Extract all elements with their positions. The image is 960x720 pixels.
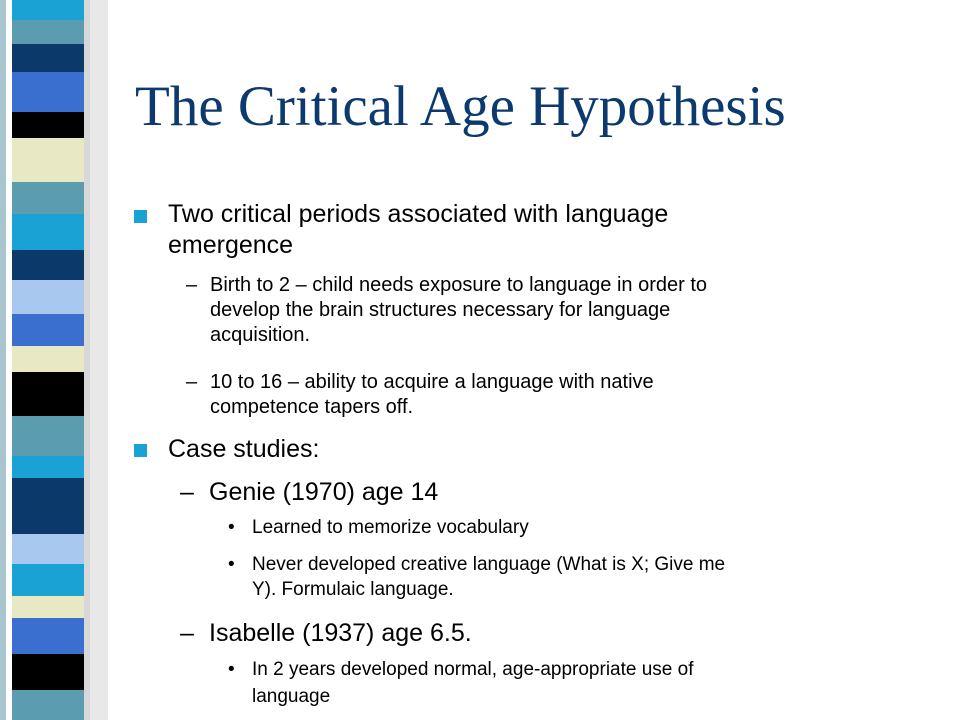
bullet-text-line: emergence [168, 231, 294, 259]
dot-bullet: • [228, 659, 235, 680]
slide-title: The Critical Age Hypothesis [135, 75, 786, 138]
sub-bullet-dash: – [186, 371, 198, 393]
dot-bullet-text-line: In 2 years developed normal, age-appropriate use of [252, 659, 694, 680]
bullet-text-line: Case studies: [168, 435, 320, 463]
sub-bullet-dash: – [186, 274, 198, 296]
dot-bullet: • [228, 554, 235, 575]
sub-bullet-text-line: Isabelle (1937) age 6.5. [209, 619, 472, 647]
dot-bullet-text-line: Y). Formulaic language. [252, 579, 454, 600]
sub-bullet-text-line: develop the brain structures necessary for language [210, 299, 671, 321]
sub-bullet-dash: – [180, 478, 194, 506]
dot-bullet-text-line: Learned to memorize vocabulary [252, 517, 529, 538]
bullet-square-icon [134, 444, 147, 457]
decorative-stripe-bar [0, 0, 110, 720]
sub-bullet-text-line: 10 to 16 – ability to acquire a language with native [210, 371, 654, 393]
sub-bullet-text-line: Genie (1970) age 14 [209, 478, 439, 506]
sub-bullet-text-line: competence tapers off. [210, 396, 414, 418]
dot-bullet: • [228, 517, 235, 538]
stripe-pattern [0, 0, 110, 720]
dot-bullet-text-line: Never developed creative language (What is X; Give me [252, 554, 726, 575]
bullet-text-line: Two critical periods associated with language [168, 200, 669, 228]
sub-bullet-text-line: Birth to 2 – child needs exposure to language in order to [210, 274, 707, 296]
sub-bullet-text-line: acquisition. [210, 324, 311, 346]
sub-bullet-dash: – [180, 619, 194, 647]
dot-bullet-text-line: language [252, 686, 331, 707]
bullet-square-icon [134, 210, 147, 223]
